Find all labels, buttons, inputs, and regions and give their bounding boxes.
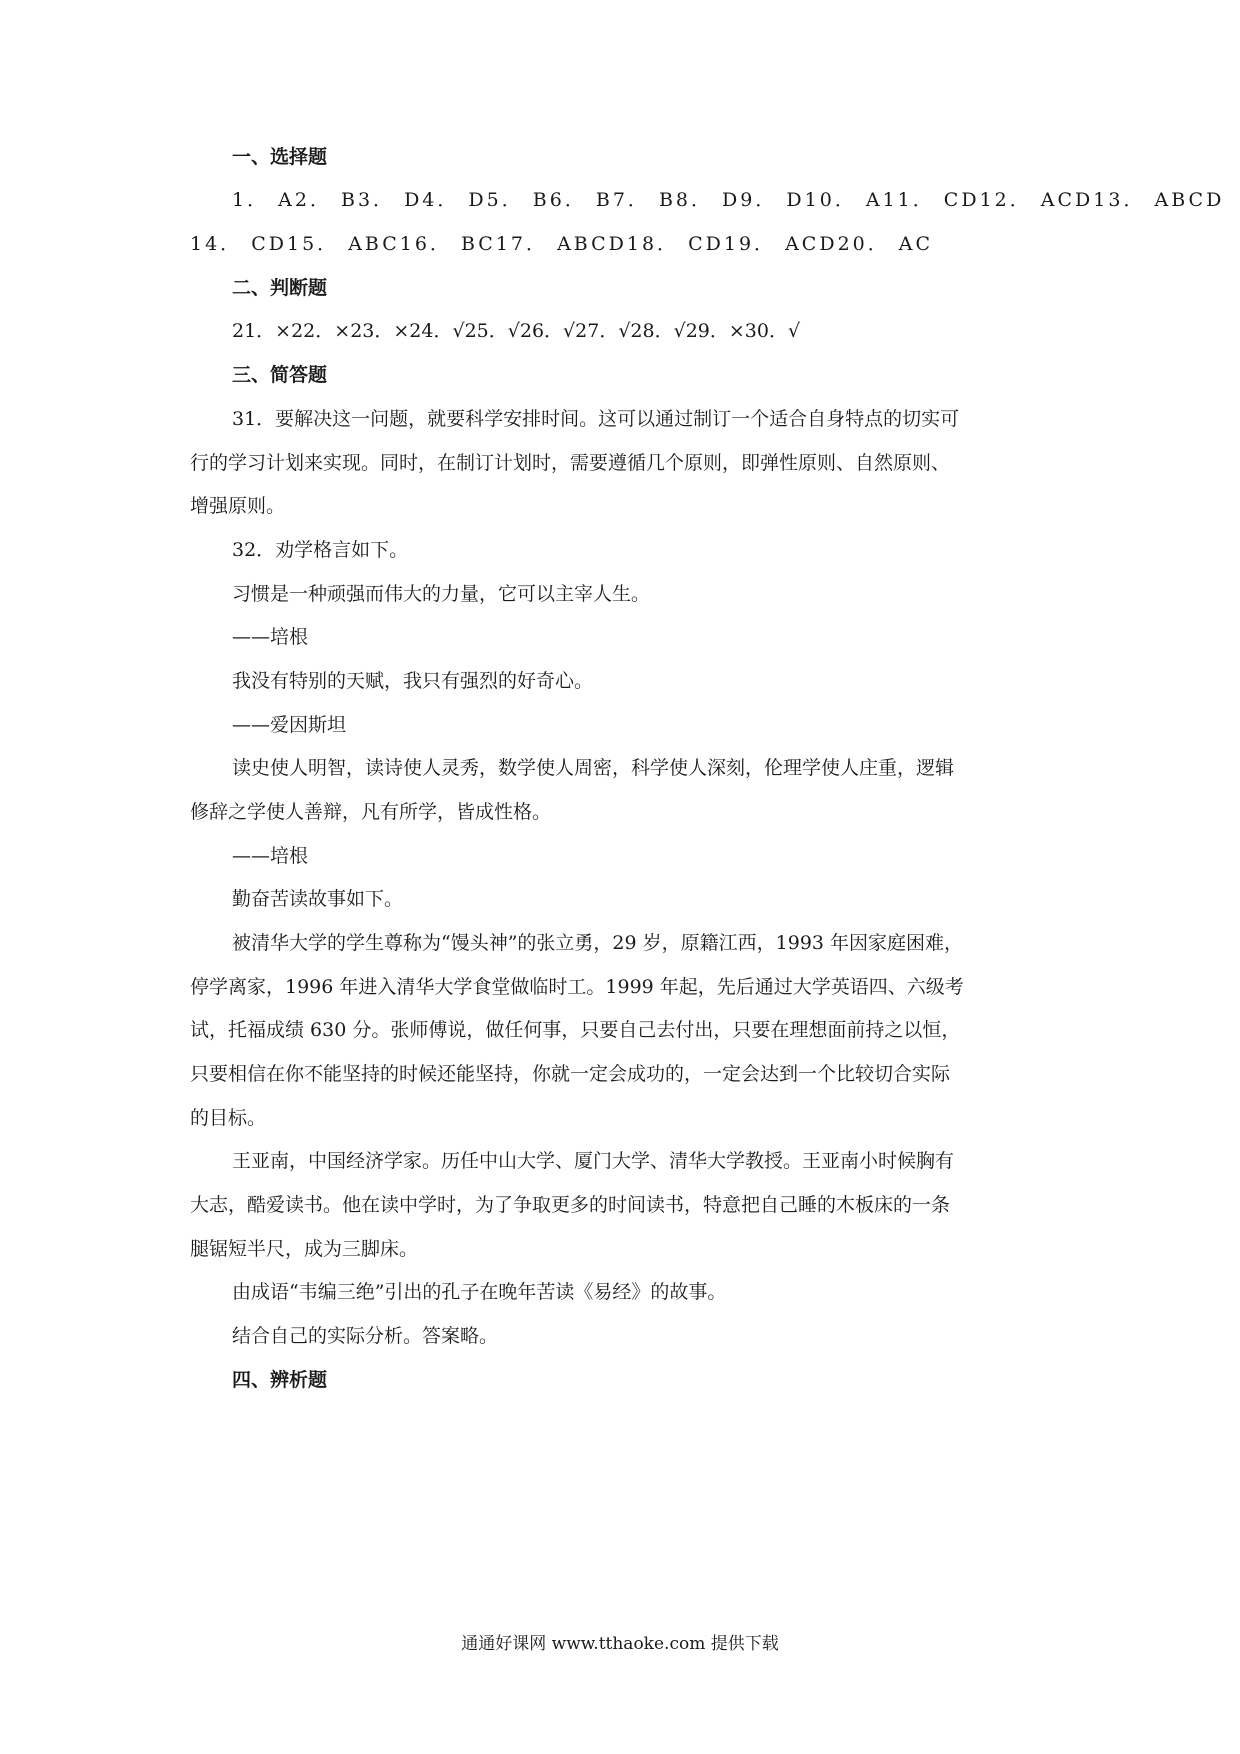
stories-intro: 勤奋苦读故事如下。: [232, 888, 404, 910]
story-2-line-1: 王亚南，中国经济学家。历任中山大学、厦门大学、清华大学教授。王亚南小时候胸有: [232, 1150, 955, 1172]
choice-answers-line-1: 1． A2． B3． D4． D5． B6． B7． B8． D9． D10． A11． CD12． ACD13． ABCD: [232, 189, 1225, 211]
section-heading-judge: 二、判断题: [232, 277, 328, 299]
quote-2-author: ——爱因斯坦: [232, 714, 347, 736]
section-heading-choice: 一、选择题: [232, 146, 328, 168]
section-heading-short-answer: 三、简答题: [232, 364, 328, 386]
answer-31-line-1: 31．要解决这一问题，就要科学安排时间。这可以通过制订一个适合自身特点的切实可: [232, 408, 960, 430]
story-1-line-5: 的目标。: [190, 1107, 267, 1129]
story-1-line-3: 试，托福成绩 630 分。张师傅说，做任何事，只要自己去付出，只要在理想面前持之以恒，: [190, 1019, 961, 1041]
story-2-line-3: 腿锯短半尺，成为三脚床。: [190, 1238, 419, 1260]
quote-1: 习惯是一种顽强而伟大的力量，它可以主宰人生。: [232, 583, 651, 605]
story-1-line-1: 被清华大学的学生尊称为“馒头神”的张立勇，29 岁，原籍江西，1993 年因家庭困难，: [232, 932, 964, 954]
quote-3-line-1: 读史使人明智，读诗使人灵秀，数学使人周密，科学使人深刻，伦理学使人庄重，逻辑: [232, 757, 955, 779]
answer-31-line-3: 增强原则。: [190, 495, 286, 517]
judge-answers-line: 21．×22．×23．×24．√25．√26．√27．√28．√29．×30．√: [232, 320, 801, 342]
quote-2: 我没有特别的天赋，我只有强烈的好奇心。: [232, 670, 594, 692]
page-footer: 通通好课网 www.tthaoke.com 提供下载: [461, 1634, 779, 1654]
story-3: 由成语“韦编三绝”引出的孔子在晚年苦读《易经》的故事。: [232, 1281, 727, 1303]
section-heading-analysis: 四、辨析题: [232, 1369, 328, 1391]
answer-31-line-2: 行的学习计划来实现。同时，在制订计划时，需要遵循几个原则，即弹性原则、自然原则、: [190, 452, 951, 474]
quote-1-author: ——培根: [232, 626, 309, 648]
quote-3-author: ——培根: [232, 845, 309, 867]
quote-3-line-2: 修辞之学使人善辩，凡有所学，皆成性格。: [190, 801, 552, 823]
story-1-line-2: 停学离家，1996 年进入清华大学食堂做临时工。1999 年起，先后通过大学英语四、六级考: [190, 976, 964, 998]
story-1-line-4: 只要相信在你不能坚持的时候还能坚持，你就一定会成功的，一定会达到一个比较切合实际: [190, 1063, 951, 1085]
story-2-line-2: 大志，酷爱读书。他在读中学时，为了争取更多的时间读书，特意把自己睡的木板床的一条: [190, 1194, 951, 1216]
answer-32-intro: 32．劝学格言如下。: [232, 539, 409, 561]
conclusion: 结合自己的实际分析。答案略。: [232, 1325, 499, 1347]
choice-answers-line-2: 14． CD15． ABC16． BC17． ABCD18． CD19． ACD20． AC: [190, 233, 934, 255]
